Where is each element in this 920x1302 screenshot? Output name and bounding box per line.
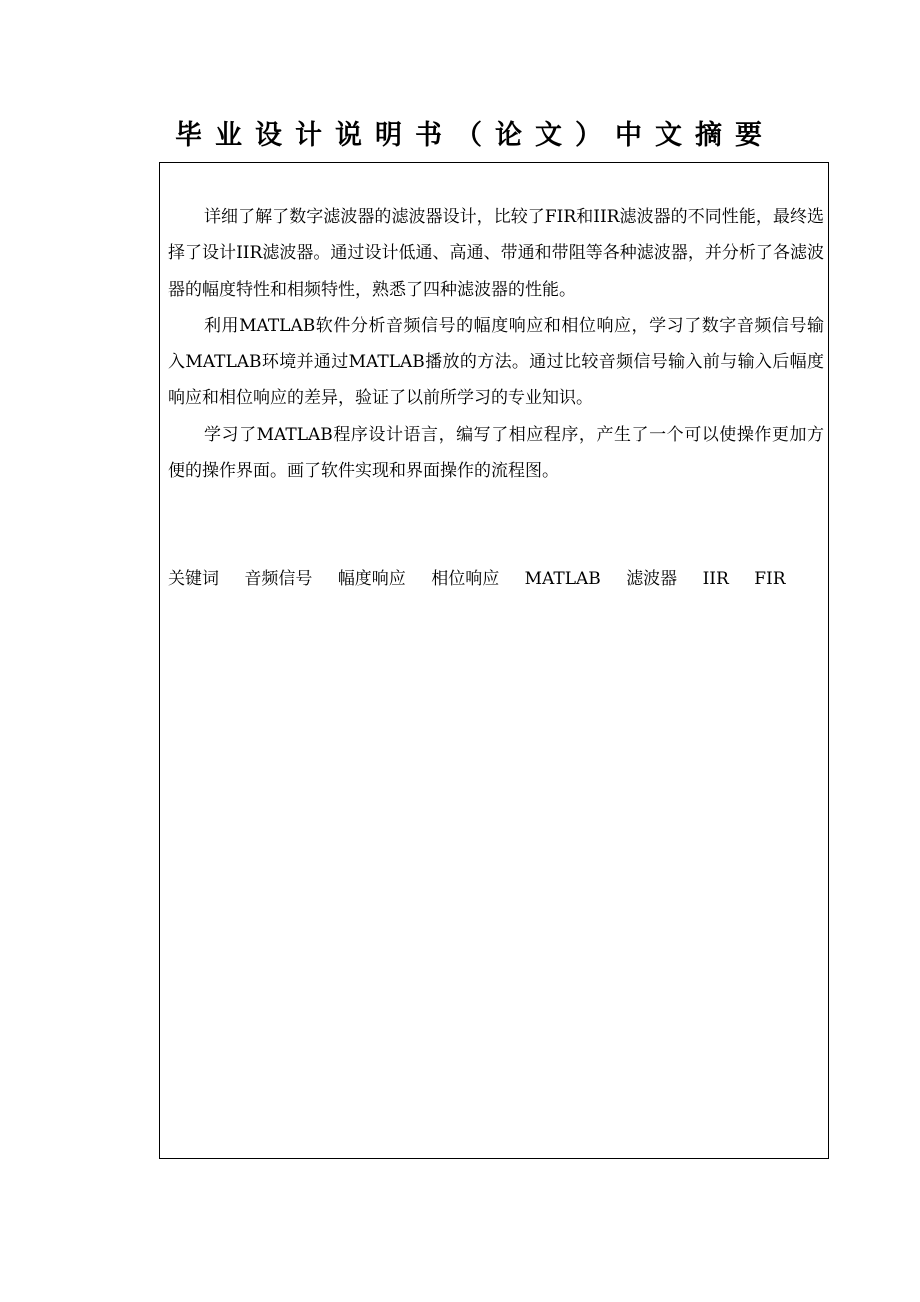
keyword-item: MATLAB: [524, 569, 601, 589]
keyword-item: 相位响应: [431, 569, 500, 589]
keywords-label: 关键词: [168, 569, 219, 589]
keyword-item: FIR: [754, 569, 786, 589]
keyword-item: 音频信号: [244, 569, 313, 589]
keyword-item: IIR: [702, 569, 729, 589]
keyword-item: 滤波器: [626, 569, 678, 589]
abstract-paragraph-3: 学习了MATLAB程序设计语言，编写了相应程序，产生了一个可以使操作更加方便的操作界面。画了软件实现和界面操作的流程图。: [168, 424, 824, 482]
abstract-paragraph-2: 利用MATLAB软件分析音频信号的幅度响应和相位响应，学习了数字音频信号输入MATLAB环境并通过MATLAB播放的方法。通过比较音频信号输入前与输入后幅度响应和相位响应的差异，验证了以前所学习的专业知识。: [168, 315, 824, 409]
page-title: 毕业设计说明书（论文）中文摘要: [175, 120, 775, 151]
keyword-item: 幅度响应: [337, 569, 406, 589]
keywords-line: [168, 563, 806, 595]
abstract-box: [159, 162, 829, 1159]
abstract-body: [168, 199, 824, 489]
abstract-paragraph-1: 详细了解了数字滤波器的滤波器设计，比较了FIR和IIR滤波器的不同性能，最终选择了设计IIR滤波器。通过设计低通、高通、带通和带阻等各种滤波器，并分析了各滤波器的幅度特性和相频特性，熟悉了四种滤波器的性能。: [168, 207, 824, 300]
